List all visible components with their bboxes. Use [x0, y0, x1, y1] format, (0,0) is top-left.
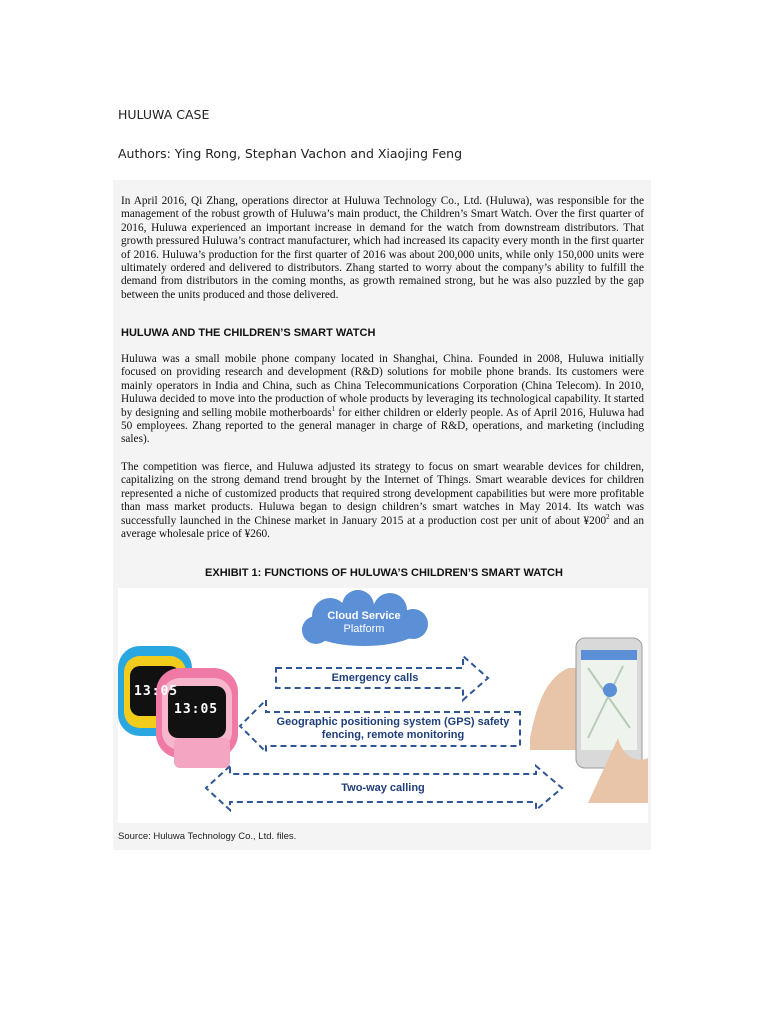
- exhibit-diagram: [118, 588, 648, 823]
- document-title: HULUWA CASE: [118, 107, 210, 122]
- gps-label-line2: fencing, remote monitoring: [321, 729, 465, 741]
- footnote-1: 1: [331, 404, 336, 413]
- exhibit-title: EXHIBIT 1: FUNCTIONS OF HULUWA’S CHILDREN’S SMART WATCH: [205, 567, 563, 579]
- cloud-label-line1: Cloud Service: [327, 610, 401, 622]
- strategy-paragraph: [121, 461, 644, 541]
- cloud-label-line2: Platform: [343, 623, 385, 635]
- intro-paragraph: In April 2016, Qi Zhang, operations director at Huluwa Technology Co., Ltd. (Huluwa), was responsible for the management of the robust growth of Huluwa’s main product, the Children’s Smart Watch. Over the first quarter of 2016, Huluwa experienced an important increase in demand for the watch from downstream distributors. That growth pressured Huluwa’s contract manufacturer, which had increased its capacity every month in the first quarter of 2016. Huluwa’s production for the first quarter of 2016 was about 200,000 units, while only 150,000 units were ultimately ordered and delivered to distributors. Zhang started to worry about the company’s ability to fulfill the demand from distributors in the coming months, as growth remained strong, but he was also puzzled by the gap between the units produced and those delivered.: [121, 195, 644, 301]
- company-paragraph: [121, 353, 644, 447]
- exhibit-source: Source: Huluwa Technology Co., Ltd. files.: [118, 831, 297, 842]
- cloud-service-label: [304, 610, 424, 636]
- footnote-2: 2: [606, 512, 610, 521]
- gps-label: [258, 716, 528, 742]
- company-paragraph-text-end: for either children or elderly people. As of April 2016, Huluwa had 50 employees. Zhang reported to the general manager in charge of R&D, operations, and marketing (including sales).: [121, 406, 645, 446]
- watch-time-blue: 13:05: [134, 684, 179, 699]
- two-way-calling-label: Two-way calling: [341, 782, 425, 794]
- gps-label-line1: Geographic positioning system (GPS) safety: [276, 716, 510, 728]
- document-authors: Authors: Ying Rong, Stephan Vachon and Xiaojing Feng: [118, 146, 463, 161]
- company-paragraph-text: Huluwa was a small mobile phone company located in Shanghai, China. Founded in 2008, Huluwa initially focused on providing research and development (R&D) solutions for mobile phone brands. Its customers were mainly operators in India and China, such as China Telecommunications Corporation (China Telecom). In 2010, Huluwa decided to move into the production of whole products by leveraging its technological capability. It started by designing and selling mobile motherboards: [121, 353, 644, 419]
- section-heading: HULUWA AND THE CHILDREN’S SMART WATCH: [121, 327, 376, 339]
- smartphone-in-hand-icon: [530, 638, 648, 803]
- watch-time-pink: 13:05: [174, 702, 219, 717]
- emergency-calls-label: Emergency calls: [331, 672, 419, 684]
- smart-watch-pink-icon: [156, 668, 238, 768]
- strategy-paragraph-text-end: and an average wholesale price of ¥260.: [121, 514, 644, 541]
- strategy-paragraph-text: The competition was fierce, and Huluwa adjusted its strategy to focus on smart wearable devices for children, capitalizing on the strong demand trend brought by the Internet of Things. Smart wearable devices for children represented a niche of customized products that required strong development capabilities but were more profitable than mass market products. Huluwa began to design children’s smart watches in May 2014. Its watch was successfully launched in the Chinese market in January 2015 at a production cost per unit of about ¥200: [121, 461, 644, 527]
